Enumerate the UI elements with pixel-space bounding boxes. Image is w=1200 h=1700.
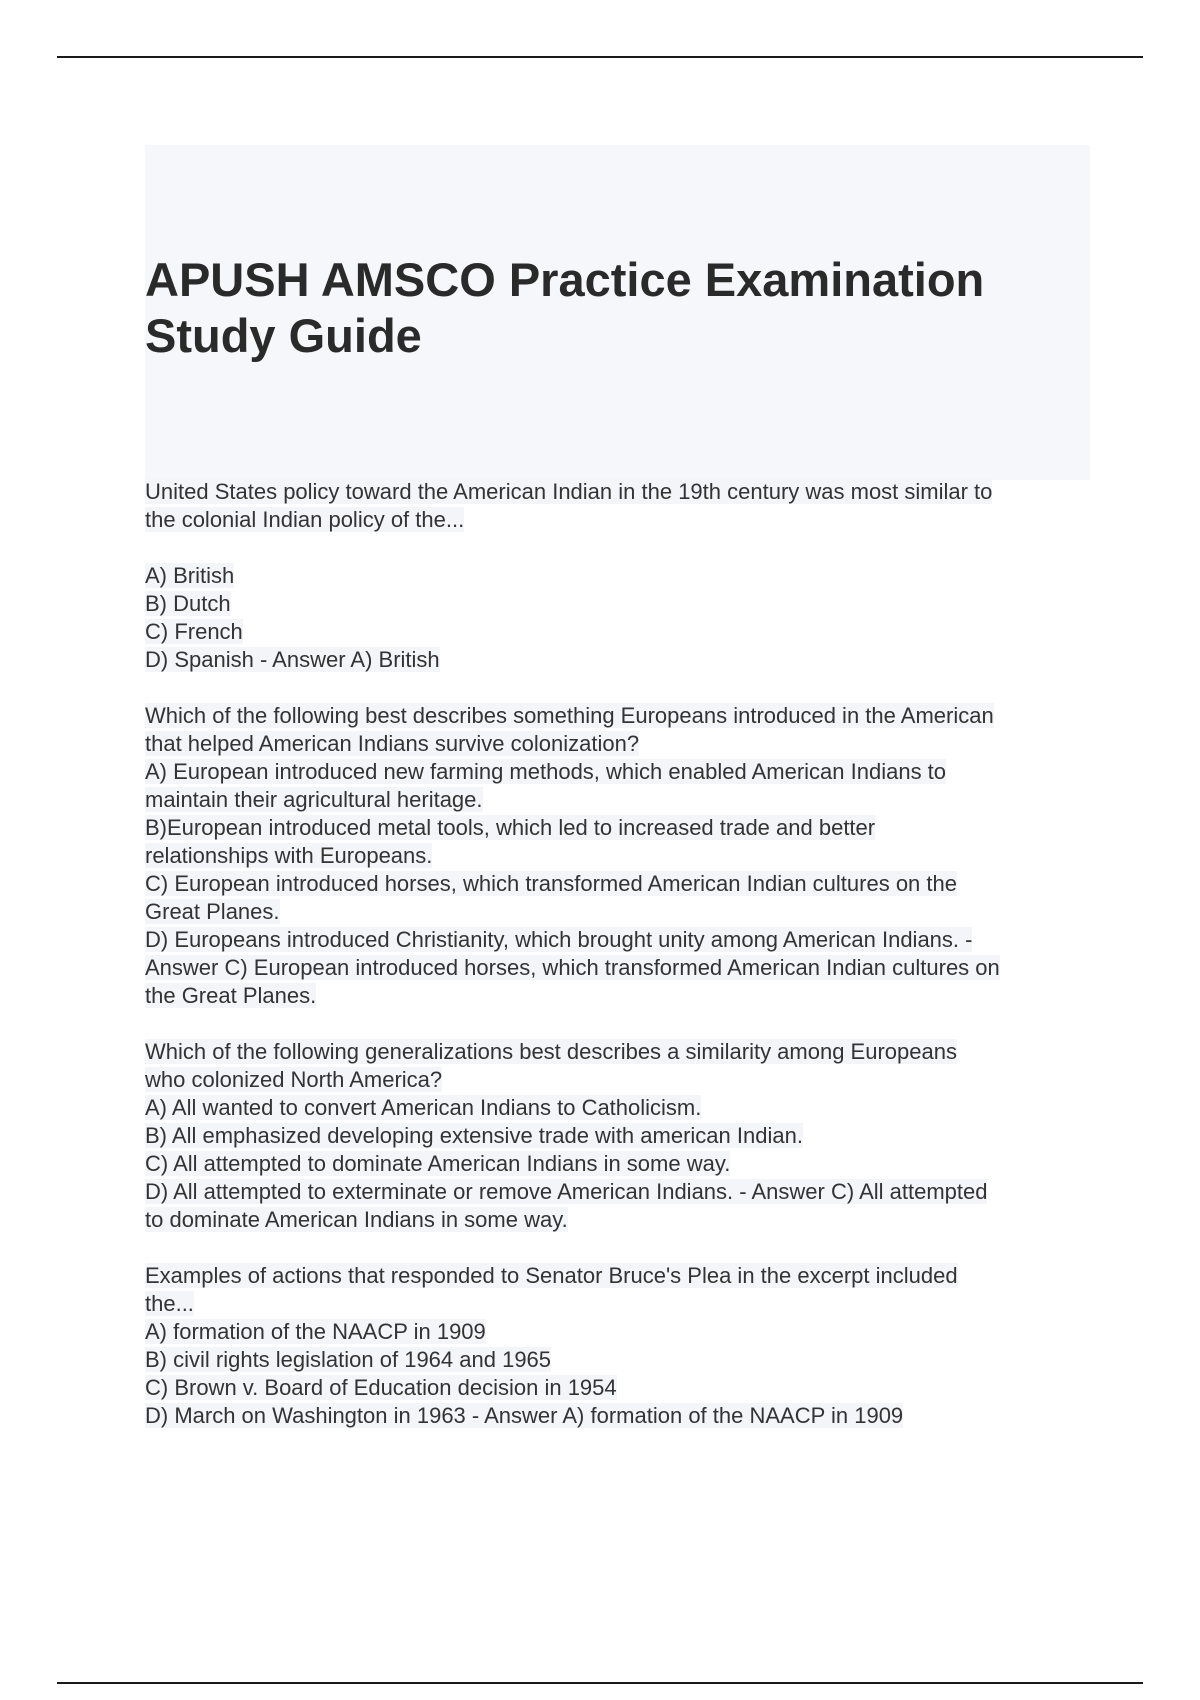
question-stem-text: Which of the following best describes something Europeans introduced in the American bbox=[145, 703, 994, 728]
answer-option-line bbox=[145, 898, 1105, 926]
answer-option-line bbox=[145, 1318, 1105, 1346]
answer-option-line bbox=[145, 646, 1105, 674]
answer-option-text: A) British bbox=[145, 563, 235, 588]
question-stem-line bbox=[145, 506, 1105, 534]
answer-option-text: B) All emphasized developing extensive trade with american Indian. bbox=[145, 1123, 803, 1148]
header-rule bbox=[57, 56, 1143, 58]
answer-option-text: Answer C) European introduced horses, which transformed American Indian cultures on bbox=[145, 955, 1000, 980]
question-stem-text: the... bbox=[145, 1291, 194, 1316]
answer-option-text: to dominate American Indians in some way. bbox=[145, 1207, 568, 1232]
answer-option-text: B)European introduced metal tools, which led to increased trade and better bbox=[145, 815, 876, 840]
answer-option-text: Great Planes. bbox=[145, 899, 280, 924]
answer-option-line bbox=[145, 1206, 1105, 1234]
answer-option-text: B) Dutch bbox=[145, 591, 231, 616]
answer-option-text: A) European introduced new farming methods, which enabled American Indians to bbox=[145, 759, 947, 784]
answer-option-line bbox=[145, 982, 1105, 1010]
answer-option-line bbox=[145, 1402, 1105, 1430]
question-block bbox=[145, 1262, 1105, 1430]
answer-option-text: C) European introduced horses, which transformed American Indian cultures on the bbox=[145, 871, 957, 896]
question-stem-line bbox=[145, 702, 1105, 730]
answer-option-line bbox=[145, 1122, 1105, 1150]
answer-option-line bbox=[145, 1374, 1105, 1402]
footer-rule bbox=[57, 1682, 1143, 1684]
answer-option-text: D) Spanish - Answer A) British bbox=[145, 647, 440, 672]
stem-gap bbox=[145, 534, 1105, 562]
answer-option-text: C) All attempted to dominate American Indians in some way. bbox=[145, 1151, 731, 1176]
question-list bbox=[145, 478, 1105, 1458]
answer-option-line bbox=[145, 1094, 1105, 1122]
answer-option-text: C) Brown v. Board of Education decision in 1954 bbox=[145, 1375, 617, 1400]
answer-option-line bbox=[145, 618, 1105, 646]
question-stem-text: the colonial Indian policy of the... bbox=[145, 507, 465, 532]
question-stem-line bbox=[145, 730, 1105, 758]
question-stem-line bbox=[145, 478, 1105, 506]
answer-option-line bbox=[145, 1346, 1105, 1374]
answer-option-line bbox=[145, 1150, 1105, 1178]
answer-option-line bbox=[145, 954, 1105, 982]
answer-option-text: D) All attempted to exterminate or remove American Indians. - Answer C) All attempted bbox=[145, 1179, 988, 1204]
answer-option-text: maintain their agricultural heritage. bbox=[145, 787, 483, 812]
answer-option-text: the Great Planes. bbox=[145, 983, 317, 1008]
answer-option-line bbox=[145, 870, 1105, 898]
answer-option-text: A) All wanted to convert American Indians to Catholicism. bbox=[145, 1095, 702, 1120]
answer-option-text: D) March on Washington in 1963 - Answer A) formation of the NAACP in 1909 bbox=[145, 1403, 904, 1428]
document-title: APUSH AMSCO Practice Examination Study Guide bbox=[145, 253, 985, 362]
question-stem-text: Examples of actions that responded to Senator Bruce's Plea in the excerpt included bbox=[145, 1263, 958, 1288]
question-block bbox=[145, 478, 1105, 674]
question-stem-line bbox=[145, 1290, 1105, 1318]
answer-option-text: relationships with Europeans. bbox=[145, 843, 433, 868]
answer-option-text: B) civil rights legislation of 1964 and 1965 bbox=[145, 1347, 552, 1372]
answer-option-line bbox=[145, 590, 1105, 618]
question-stem-text: Which of the following generalizations best describes a similarity among Europeans bbox=[145, 1039, 957, 1064]
answer-option-line bbox=[145, 842, 1105, 870]
question-stem-line bbox=[145, 1262, 1105, 1290]
answer-option-line bbox=[145, 758, 1105, 786]
answer-option-text: A) formation of the NAACP in 1909 bbox=[145, 1319, 486, 1344]
answer-option-text: C) French bbox=[145, 619, 243, 644]
answer-option-text: D) Europeans introduced Christianity, which brought unity among American Indians. - bbox=[145, 927, 973, 952]
question-block bbox=[145, 1038, 1105, 1234]
question-stem-line bbox=[145, 1038, 1105, 1066]
question-stem-text: who colonized North America? bbox=[145, 1067, 443, 1092]
question-stem-text: United States policy toward the American Indian in the 19th century was most similar to bbox=[145, 479, 993, 504]
answer-option-line bbox=[145, 814, 1105, 842]
answer-option-line bbox=[145, 562, 1105, 590]
answer-option-line bbox=[145, 1178, 1105, 1206]
question-stem-text: that helped American Indians survive colonization? bbox=[145, 731, 640, 756]
question-stem-line bbox=[145, 1066, 1105, 1094]
answer-option-line bbox=[145, 926, 1105, 954]
answer-option-line bbox=[145, 786, 1105, 814]
question-block bbox=[145, 702, 1105, 1010]
